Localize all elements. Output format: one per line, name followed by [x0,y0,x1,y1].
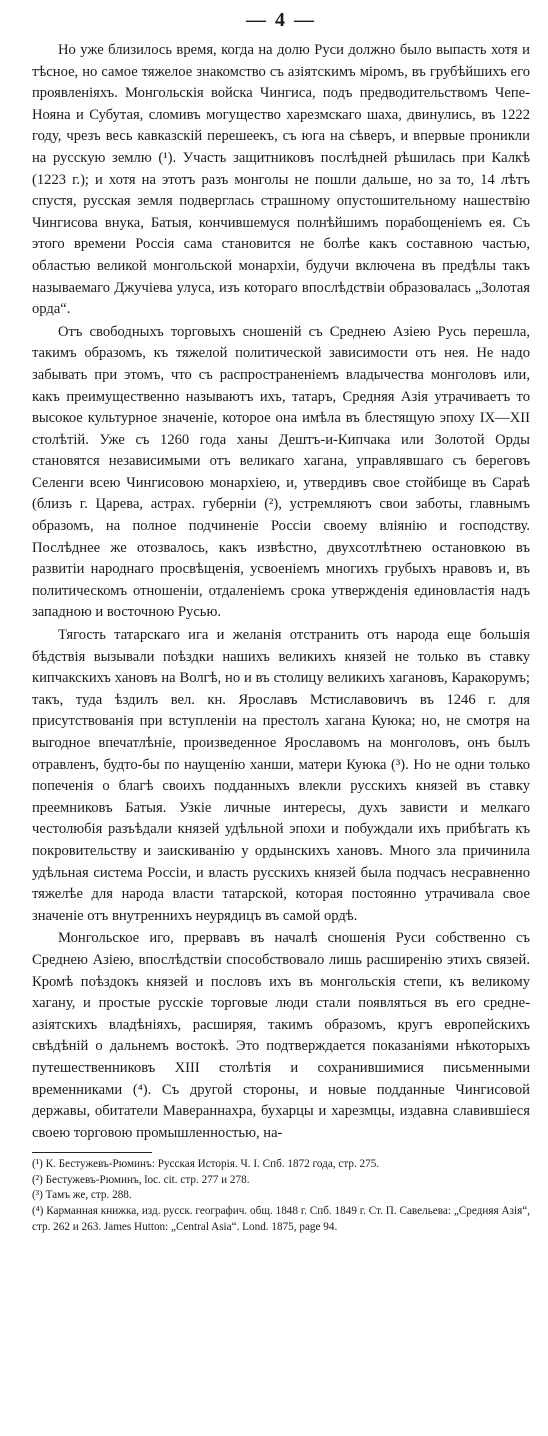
footnotes [32,1157,530,1235]
footnote-divider [32,1152,152,1153]
page-number: — 4 — [246,9,316,31]
paragraph: Отъ свободныхъ торговыхъ сношеній съ Среднею Азіею Русь перешла, такимъ образомъ, къ тяжелой политической зависимости отъ нея. Не надо забывать при этомъ, что съ распространеніемъ владычества монголовъ или, какъ преимущественно называютъ ихъ, татаръ, Средняя Азія утрачиваетъ то высокое культурное значеніе, которое она имѣла въ блестящую эпоху IX—XII столѣтій. Уже съ 1260 года ханы Дештъ-и-Кипчака или Золотой Орды становятся независимыми отъ великаго хагана, управлявшаго съ береговъ Селенги всею Чингисовою монархіею, и, утвердивъ свое стойбище въ Сараѣ (близъ г. Царева, астрах. губерніи (²), устремляютъ свои заботы, главнымъ образомъ, на полное подчиненіе Россіи своему вліянію и господству. Послѣднее же отозвалось, какъ извѣстно, двухсотлѣтнею остановкою въ развитіи народнаго просвѣщенія, усвоеніемъ многихъ грубыхъ нравовъ и, въ политическомъ отношеніи, отдаленіемъ срока утвержденія единовластія надъ западною и восточною Русью. [32,323,530,621]
footnote: (³) Тамъ же, стр. 288. [32,1189,132,1202]
footnote: (⁴) Карманная книжка, изд. русск. географич. общ. 1848 г. Спб. 1849 г. Ст. П. Савельева: „Средняя Азія“, стр. 262 и 263. James Hutton: „Central Asia“. Lond. 1875, page 94. [32,1205,530,1233]
footnote: (²) Бестужевъ-Рюминъ, loc. cit. стр. 277 и 278. [32,1173,250,1186]
paragraph: Монгольское иго, прервавъ въ началѣ сношенія Руси собственно съ Среднею Азіею, впослѣдствіи способствовало лишь расширенію этихъ связей. Кромѣ поѣздокъ князей и пословъ ихъ въ монгольскія степи, къ великому хагану, и простые русскіе торговые люди стали появляться въ его средне-азіятскихъ владѣніяхъ, расширяя, такимъ образомъ, кругъ европейскихъ свѣдѣній о дальнемъ востокѣ. Это подтверждается показаніями нѣкоторыхъ путешественниковъ XIII столѣтія и сохранившимися письменными временниками (⁴). Съ другой стороны, и новые подданные Чингисовой державы, обитатели Мавераннахра, бухарцы и харезмцы, издавна славившіеся своею торговою промышленностью, на- [32,930,530,1141]
paragraph: Но уже близилось время, когда на долю Руси должно было выпасть хотя и тѣсное, но самое тяжелое знакомство съ азіятскимъ міромъ, въ грубѣйшихъ его проявленіяхъ. Монгольскія войска Чингиса, подъ предводительствомъ Чепе-Нояна и Субутая, сломивъ могущество харезмскаго шаха, двинулись, въ 1222 году, чрезъ весь кавказскій перешеекъ, съ юга на сѣверъ, и впервые проникли на русскую землю (¹). Участь защитниковъ послѣдней рѣшилась при Калкѣ (1223 г.); и хотя на этотъ разъ монголы не пошли дальше, но за то, 14 лѣтъ спустя, русская земля подверглась страшному опустошительному нашествію Чингисова внука, Батыя, кончившемуся полнѣйшимъ порабощеніемъ ея. Съ этого времени Россія сама становится не болѣе какъ составною частью, областью великой монгольской монархіи, будучи включена въ предѣлы такъ называемаго Джучіева улуса, изъ котораго впослѣдствіи образовалась „Золотая орда“. [32,42,530,318]
paragraph: Тягость татарскаго ига и желанія отстранить отъ народа еще большія бѣдствія вызывали поѣздки нашихъ великихъ князей не только въ ставку кипчакскихъ хановъ на Волгѣ, но и въ столицу великихъ хагановъ, Каракорумъ; такъ, туда ѣздилъ вел. кн. Ярославъ Мстиславовичъ въ 1246 г. для присутствованія при вступленіи на престолъ хагана Куюка; но, не смотря на выгодное впечатлѣніе, произведенное Ярославомъ на монголовъ, онъ былъ отравленъ, будто-бы по наущенію ханши, матери Куюка (³). Но не одни только попеченія о благѣ своихъ подданныхъ влекли русскихъ князей въ ставку преемниковъ Батыя. Узкіе личные интересы, духъ зависти и мелкаго честолюбія разъѣдали князей удѣльной эпохи и побуждали ихъ прибѣгать къ покровительству и заискиванію у ордынскихъ хановъ. Много зла причинила удѣльная система Россіи, и власть русскихъ князей была подчасъ несравненно тяжелѣе для народа власти татарской, которая постоянно утрачивала свое значеніе отъ внутреннихъ неурядицъ въ самой ордѣ. [32,627,530,924]
footnote: (¹) К. Бестужевъ-Рюминъ: Русская Исторія. Ч. I. Спб. 1872 года, стр. 275. [32,1158,380,1171]
